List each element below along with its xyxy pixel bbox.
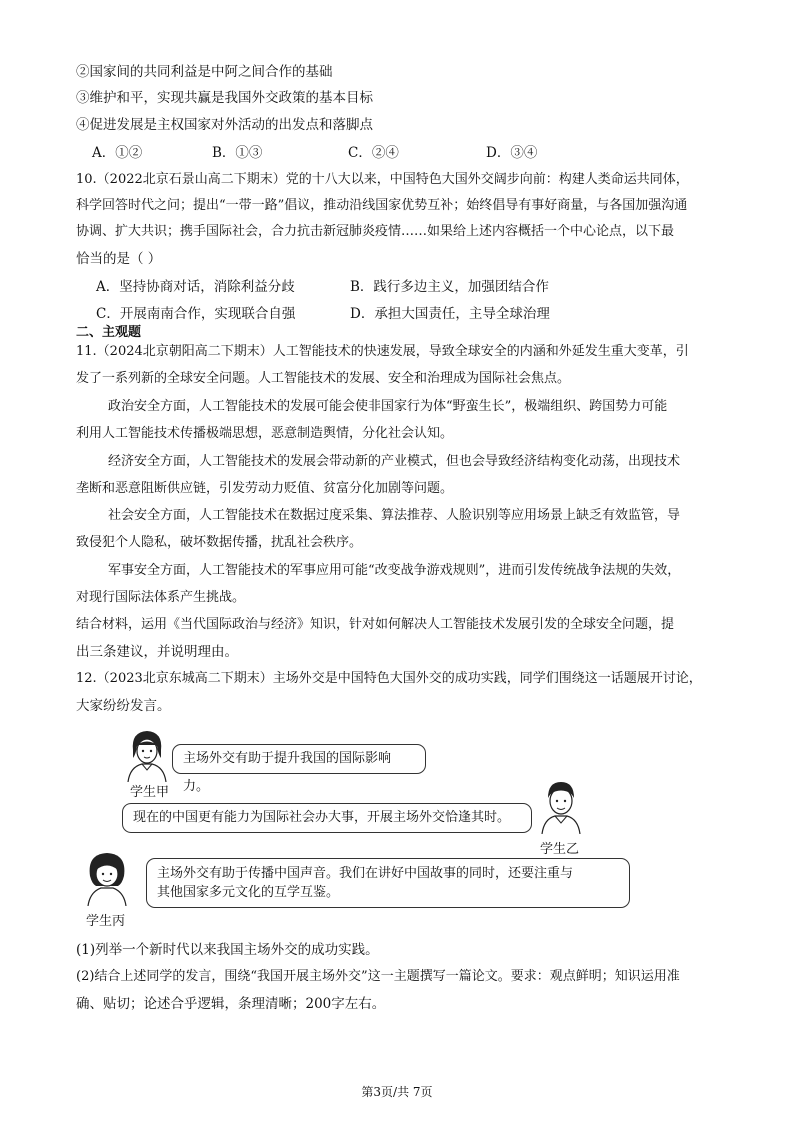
q11-para-2-line-1: 经济安全方面，人工智能技术的发展会带动新的产业模式，但也会导致经济结构变化动荡，出现技术 <box>108 454 681 469</box>
q12-intro-1: 12.（2023北京东城高二下期末）主场外交是中国特色大国外交的成功实践，同学们围绕这一话题展开讨论， <box>76 671 702 686</box>
q10-choice-a: A．坚持协商对话，消除利益分歧 <box>96 279 295 295</box>
student-yi-label: 学生乙 <box>540 842 580 857</box>
student-yi-avatar <box>538 778 584 834</box>
option-4-line: ④促进发展是主权国家对外活动的出发点和落脚点 <box>76 117 373 133</box>
q11-para-1-line-1: 政治安全方面，人工智能技术的发展可能会使非国家行为体“野蛮生长”，极端组织、跨国势力可能 <box>108 399 668 414</box>
student-jia-avatar <box>124 728 170 782</box>
student-jia-label: 学生甲 <box>130 785 170 800</box>
q11-intro-2: 发了一系列新的全球安全问题。人工智能技术的发展、安全和治理成为国际社会焦点。 <box>76 371 571 386</box>
q12-sub2-line-1: (2)结合上述同学的发言，围绕“我国开展主场外交”这一主题撰写一篇论文。要求：观点鲜明；知识运用准 <box>76 969 680 984</box>
speech-bing-line-1: 主场外交有助于传播中国声音。我们在讲好中国故事的同时，还要注重与 <box>157 866 574 881</box>
q10-line-1: 10.（2022北京石景山高二下期末）党的十八大以来，中国特色大国外交阔步向前：构建人类命运共同体， <box>76 172 689 187</box>
q11-intro-1: 11.（2024北京朝阳高二下期末）人工智能技术的快速发展，导致全球安全的内涵和外延发生重大变革，引 <box>76 344 689 359</box>
choice-d: D．③④ <box>486 145 538 161</box>
q10-choice-b: B．践行多边主义，加强团结合作 <box>350 279 549 295</box>
q11-para-1-line-2: 利用人工智能技术传播极端思想，恶意制造舆情，分化社会认知。 <box>76 426 454 441</box>
q11-para-3-line-2: 致侵犯个人隐私，破坏数据传播，扰乱社会秩序。 <box>76 535 363 550</box>
q10-choice-d: D．承担大国责任，主导全球治理 <box>350 306 550 322</box>
option-3-line: ③维护和平，实现共赢是我国外交政策的基本目标 <box>76 90 373 106</box>
choice-c: C．②④ <box>348 145 399 161</box>
speech-bubble-bing <box>146 858 630 908</box>
choice-a: A．①② <box>92 145 143 161</box>
q11-para-4-line-2: 对现行国际法体系产生挑战。 <box>76 590 246 605</box>
q12-intro-2: 大家纷纷发言。 <box>76 698 171 714</box>
q12-sub1: (1)列举一个新时代以来我国主场外交的成功实践。 <box>76 942 379 958</box>
option-2-line: ②国家间的共同利益是中阿之间合作的基础 <box>76 64 333 80</box>
q11-task-2: 出三条建议，并说明理由。 <box>76 644 238 660</box>
choice-b: B．①③ <box>212 145 263 161</box>
q10-line-3: 协调、扩大共识；携手国际社会，合力抗击新冠肺炎疫情……如果给上述内容概括一个中心论点，以下最 <box>76 224 675 239</box>
student-bing-label: 学生丙 <box>86 914 126 929</box>
q11-para-3-line-1: 社会安全方面，人工智能技术在数据过度采集、算法推荐、人脸识别等应用场景上缺乏有效监管，导 <box>108 508 681 523</box>
q10-choice-c: C．开展南南合作，实现联合自强 <box>96 306 296 322</box>
q10-line-4: 恰当的是（ ） <box>76 251 162 267</box>
speech-bing-line-2: 其他国家多元文化的互学互鉴。 <box>157 885 340 900</box>
section-heading: 二、主观题 <box>76 325 142 340</box>
q11-para-2-line-2: 垄断和恶意阻断供应链，引发劳动力贬值、贫富分化加剧等问题。 <box>76 481 454 496</box>
page-footer: 第3页/共 7页 <box>361 1085 433 1099</box>
q11-task-1: 结合材料，运用《当代国际政治与经济》知识，针对如何解决人工智能技术发展引发的全球安全问题，提 <box>76 617 675 632</box>
student-bing-avatar <box>82 850 132 906</box>
speech-bubble-jia: 主场外交有助于提升我国的国际影响力。 <box>172 744 426 774</box>
q11-para-4-line-1: 军事安全方面，人工智能技术的军事应用可能“改变战争游戏规则”，进而引发传统战争法规的失效， <box>108 563 681 578</box>
q10-line-2: 科学回答时代之问；提出“一带一路”倡议，推动沿线国家优势互补；始终倡导有事好商量，与各国加强沟通 <box>76 198 688 213</box>
speech-bubble-yi: 现在的中国更有能力为国际社会办大事，开展主场外交恰逢其时。 <box>122 803 532 833</box>
q12-sub2-line-2: 确、贴切；论述合乎逻辑，条理清晰；200字左右。 <box>76 996 386 1012</box>
